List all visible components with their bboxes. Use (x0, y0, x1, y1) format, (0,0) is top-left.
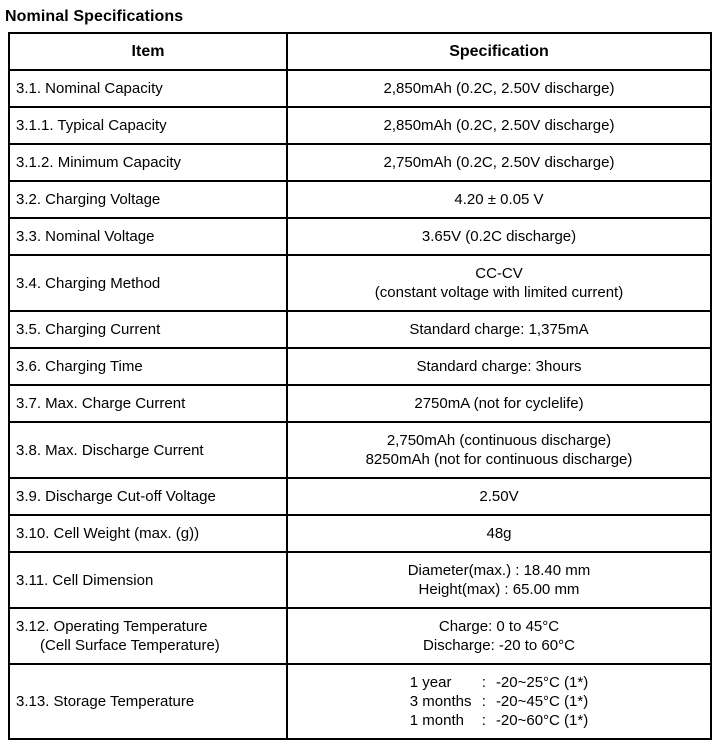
item-line: 3.1.1. Typical Capacity (16, 117, 167, 134)
spec-aligned-list (410, 673, 588, 730)
spec-table (8, 32, 712, 740)
item-cell (9, 144, 287, 181)
item-cell (9, 422, 287, 478)
item-line: 3.3. Nominal Voltage (16, 228, 155, 245)
table-body (9, 70, 711, 739)
item-cell (9, 478, 287, 515)
item-cell (9, 311, 287, 348)
spec-line: Standard charge: 3hours (416, 358, 582, 375)
spec-line: CC-CV (475, 265, 523, 282)
spec-cell (287, 348, 711, 385)
item-line: 3.4. Charging Method (16, 274, 161, 292)
table-row (9, 515, 711, 552)
spec-line: 2,750mAh (continuous discharge) (386, 432, 612, 449)
spec-cell (287, 478, 711, 515)
table-row (9, 478, 711, 515)
table-row (9, 385, 711, 422)
table-row (9, 608, 711, 664)
item-cell (9, 181, 287, 218)
spec-cell (287, 422, 711, 478)
item-line: 3.11. Cell Dimension (16, 571, 154, 589)
spec-cell (287, 255, 711, 311)
page-title: Nominal Specifications (5, 8, 184, 25)
spec-colon: : (481, 693, 486, 710)
spec-line: 48g (486, 525, 512, 542)
spec-label: 1 month (409, 712, 464, 729)
table-row (9, 552, 711, 608)
item-line: 3.8. Max. Discharge Current (16, 441, 204, 459)
item-line: 3.6. Charging Time (16, 358, 143, 375)
table-row (9, 348, 711, 385)
item-line: 3.1.2. Minimum Capacity (16, 154, 182, 171)
spec-line: 8250mAh (not for continuous discharge) (365, 451, 633, 468)
spec-cell (287, 218, 711, 255)
item-line: 3.5. Charging Current (16, 321, 161, 338)
spec-line: 3.65V (0.2C discharge) (421, 228, 577, 245)
item-cell (9, 552, 287, 608)
table-row (9, 181, 711, 218)
table-row (9, 422, 711, 478)
item-line: 3.9. Discharge Cut-off Voltage (16, 488, 216, 505)
header-row (9, 33, 711, 70)
spec-cell (287, 515, 711, 552)
item-line: 3.10. Cell Weight (max. (g)) (16, 525, 200, 542)
spec-line: 2750mA (not for cyclelife) (414, 395, 584, 412)
col-header-item: Item (9, 33, 287, 70)
item-cell (9, 385, 287, 422)
item-line: (Cell Surface Temperature) (40, 637, 220, 654)
spec-cell (287, 552, 711, 608)
spec-line: 4.20 ± 0.05 V (454, 191, 544, 208)
item-line: 3.1. Nominal Capacity (16, 80, 163, 97)
spec-line: Diameter(max.) : 18.40 mm (407, 562, 591, 579)
spec-colon: : (481, 712, 486, 729)
spec-cell (287, 144, 711, 181)
item-line: 3.7. Max. Charge Current (16, 395, 186, 412)
item-cell (9, 107, 287, 144)
spec-label: 3 months (409, 693, 472, 710)
item-cell (9, 608, 287, 664)
item-line: 3.13. Storage Temperature (16, 693, 195, 710)
table-row (9, 144, 711, 181)
table-row (9, 255, 711, 311)
item-cell (9, 70, 287, 107)
spec-cell (287, 107, 711, 144)
item-cell (9, 664, 287, 739)
spec-line: Height(max) : 65.00 mm (418, 581, 580, 598)
spec-value: -20~45°C (1*) (495, 693, 589, 710)
spec-label: 1 year (409, 674, 452, 691)
item-line: 3.12. Operating Temperature (16, 618, 208, 635)
spec-line: Discharge: -20 to 60°C (423, 637, 575, 654)
item-cell (9, 515, 287, 552)
item-cell (9, 218, 287, 255)
table-row (9, 70, 711, 107)
item-line: 3.2. Charging Voltage (16, 191, 161, 208)
spec-cell (287, 385, 711, 422)
spec-value: -20~60°C (1*) (495, 712, 589, 729)
item-cell (9, 255, 287, 311)
col-header-specification: Specification (287, 33, 711, 70)
spec-line: Charge: 0 to 45°C (438, 618, 560, 635)
spec-value: -20~25°C (1*) (495, 674, 589, 691)
spec-colon: : (481, 674, 486, 691)
spec-cell (287, 311, 711, 348)
spec-cell (287, 664, 711, 739)
spec-line: (constant voltage with limited current) (374, 284, 624, 301)
spec-line: 2,850mAh (0.2C, 2.50V discharge) (383, 117, 615, 134)
spec-line: 2.50V (479, 488, 519, 505)
spec-line: 2,750mAh (0.2C, 2.50V discharge) (383, 154, 615, 171)
spec-cell (287, 181, 711, 218)
spec-line: 2,850mAh (0.2C, 2.50V discharge) (383, 80, 615, 97)
item-cell (9, 348, 287, 385)
spec-cell (287, 608, 711, 664)
spec-cell (287, 70, 711, 107)
table-row (9, 107, 711, 144)
spec-line: Standard charge: 1,375mA (409, 321, 589, 338)
table-row (9, 218, 711, 255)
table-row (9, 664, 711, 739)
table-row (9, 311, 711, 348)
